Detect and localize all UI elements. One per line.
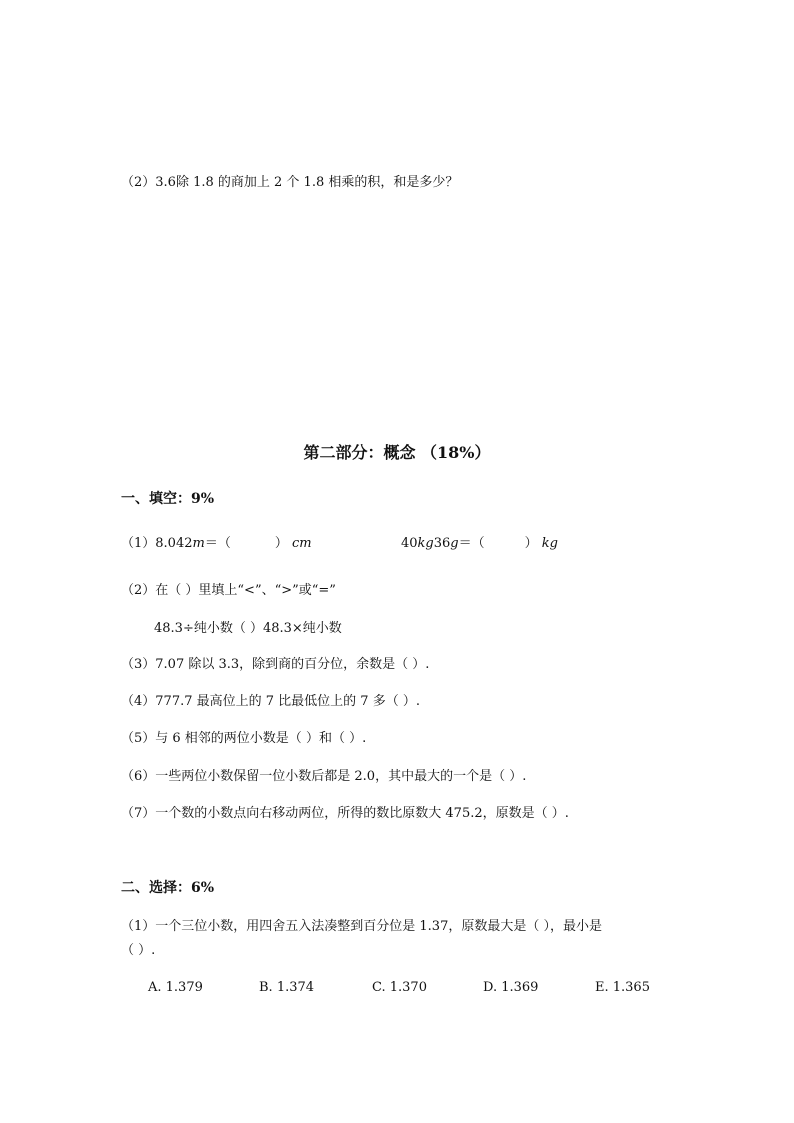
- q3-line: （3）7.07 除以 3.3，除到商的百分位，余数是（ ）.: [121, 657, 430, 672]
- option-b: B. 1.374: [259, 980, 315, 995]
- s2-q1-line2: （ ）.: [121, 943, 156, 958]
- q1a-close: ）: [274, 536, 288, 551]
- q1a-line: [121, 535, 312, 553]
- option-d: D. 1.369: [483, 980, 539, 995]
- q1b-eq: ＝（: [458, 536, 485, 551]
- option-a: A. 1.379: [148, 980, 203, 995]
- part-title: 第二部分：概念 （18%）: [303, 443, 491, 462]
- q1a-unit1: m: [192, 536, 205, 551]
- q4-line: （4）777.7 最高位上的 7 比最低位上的 7 多（ ）.: [121, 694, 420, 709]
- q7-line: （7）一个数的小数点向右移动两位，所得的数比原数大 475.2，原数是（ ）.: [121, 806, 569, 821]
- q6-line: （6）一些两位小数保留一位小数后都是 2.0，其中最大的一个是（ ）.: [121, 769, 527, 784]
- option-c: C. 1.370: [372, 980, 427, 995]
- q1b-line: [401, 535, 558, 553]
- q1b-u2: g: [450, 536, 459, 551]
- q1b-u1: kg: [417, 536, 434, 551]
- q1b-pre: 40: [401, 536, 418, 551]
- section2-title: 二、选择：6%: [121, 880, 215, 896]
- q5-line: （5）与 6 相邻的两位小数是（ ）和（ ）.: [121, 731, 367, 746]
- q1a-unit2: cm: [292, 536, 312, 551]
- s2-q1-line1: （1）一个三位小数，用四舍五入法凑整到百分位是 1.37，原数最大是（ ），最小是: [121, 919, 602, 934]
- option-e: E. 1.365: [595, 980, 650, 995]
- q1b-close: ）: [524, 536, 538, 551]
- section1-title: 一、填空：9%: [121, 491, 215, 507]
- top-problem: （2）3.6除 1.8 的商加上 2 个 1.8 相乘的积，和是多少？: [121, 175, 459, 190]
- q1a-mid: ＝（: [204, 536, 231, 551]
- q1b-u3: kg: [541, 536, 558, 551]
- q2-sub-line: 48.3÷纯小数（ ）48.3×纯小数: [154, 621, 342, 636]
- q1b-mid: 36: [433, 536, 451, 551]
- q1a-num: （1）8.042: [121, 536, 193, 551]
- q2-line: （2）在（ ）里填上“<”、“>”或“=”: [121, 583, 336, 598]
